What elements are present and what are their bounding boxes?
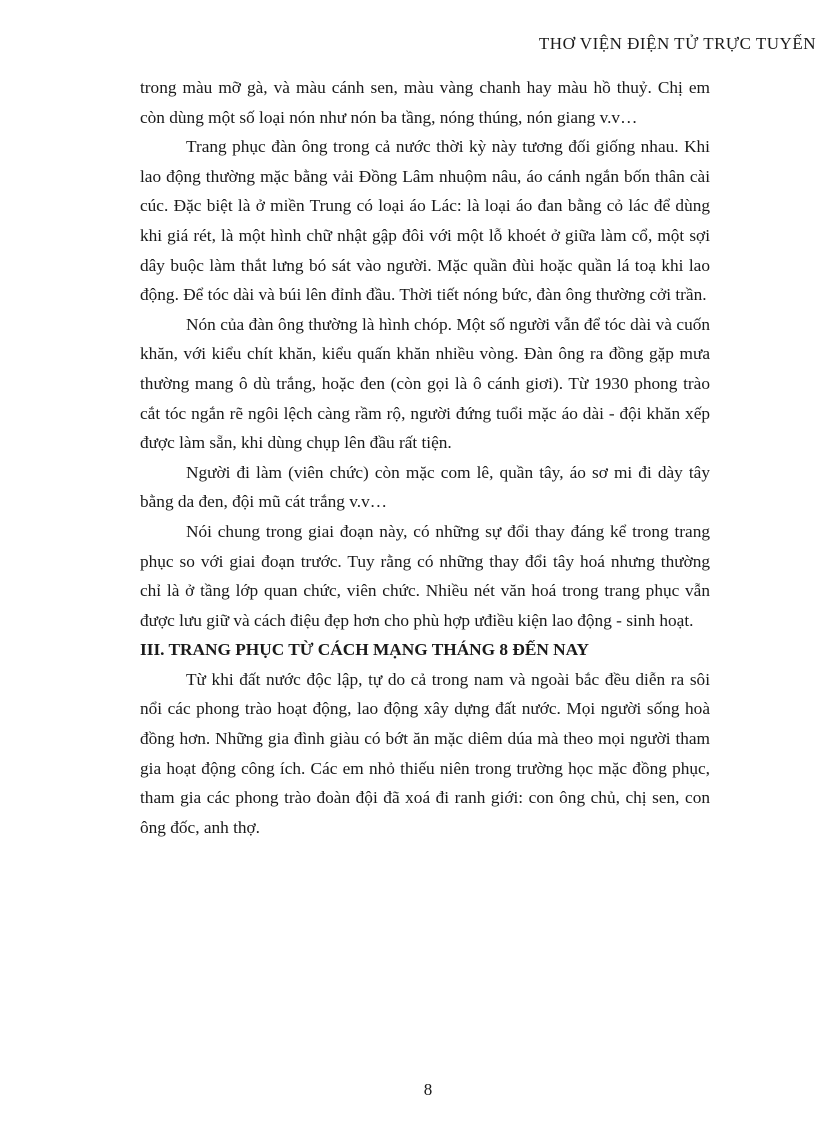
paragraph-men-clothing: Trang phục đàn ông trong cả nước thời kỳ này tương đối giống nhau. Khi lao động thường mặc bằng vải Đồng Lâm nhuộm nâu, áo cánh ngắn bốn thân cài cúc. Đặc biệt là ở miền Trung có loại áo Lác: là loại áo đan bằng cỏ lác để dùng khi giá rét, là một hình chữ nhật gập đôi với một lỗ khoét ở giữa làm cổ, một sợi dây buộc làm thắt lưng bó sát vào người. Mặc quần đùi hoặc quần lá toạ khi lao động. Để tóc dài và búi lên đỉnh đầu. Thời tiết nóng bức, đàn ông thường cởi trần. [140, 137, 710, 305]
document-body [140, 73, 710, 842]
paragraph-continuation: trong màu mỡ gà, và màu cánh sen, màu vàng chanh hay màu hồ thuỷ. Chị em còn dùng một số loại nón như nón ba tầng, nóng thúng, nón giang v.v… [140, 78, 710, 127]
page-number: 8 [423, 1080, 433, 1099]
paragraph-men-hats: Nón của đàn ông thường là hình chóp. Một số người vẫn để tóc dài và cuốn khăn, với kiểu chít khăn, kiểu quấn khăn nhiều vòng. Đàn ông ra đồng gặp mưa thường mang ô dù trắng, hoặc đen (còn gọi là ô cánh giơi). Từ 1930 phong trào cắt tóc ngắn rẽ ngôi lệch càng rầm rộ, người đứng tuổi mặc áo dài - đội khăn xếp được làm sẵn, khi dùng chụp lên đầu rất tiện. [140, 314, 710, 453]
paragraph-revolution: Từ khi đất nước độc lập, tự do cả trong nam và ngoài bắc đều diễn ra sôi nổi các phong trào hoạt động, lao động xây dựng đất nước. Mọi người sống hoà đồng hơn. Những gia đình giàu có bớt ăn mặc diêm dúa mà theo mọi người tham gia hoạt động công ích. Các em nhỏ thiếu niên trong trường học mặc đồng phục, tham gia các phong trào đoàn đội đã xoá đi ranh giới: con ông chủ, chị sen, con ông đốc, anh thợ. [140, 669, 710, 837]
section-heading: III. TRANG PHỤC TỪ CÁCH MẠNG THÁNG 8 ĐẾN NAY [140, 640, 590, 660]
paragraph-officials: Người đi làm (viên chức) còn mặc com lê, quần tây, áo sơ mi đi dày tây bằng da đen, đội mũ cát trắng v.v… [140, 462, 710, 512]
page-header: THƠ VIỆN ĐIỆN TỬ TRỰC TUYẾN [538, 34, 816, 53]
paragraph-summary: Nói chung trong giai đoạn này, có những sự đổi thay đáng kể trong trang phục so với giai đoạn trước. Tuy rằng có những thay đổi tây hoá nhưng thường chỉ là ở tầng lớp quan chức, viên chức. Nhiều nét văn hoá trong trang phục vẫn được lưu giữ và cách điệu đẹp hơn cho phù hợp ưđiều kiện lao động - sinh hoạt. [140, 521, 710, 630]
